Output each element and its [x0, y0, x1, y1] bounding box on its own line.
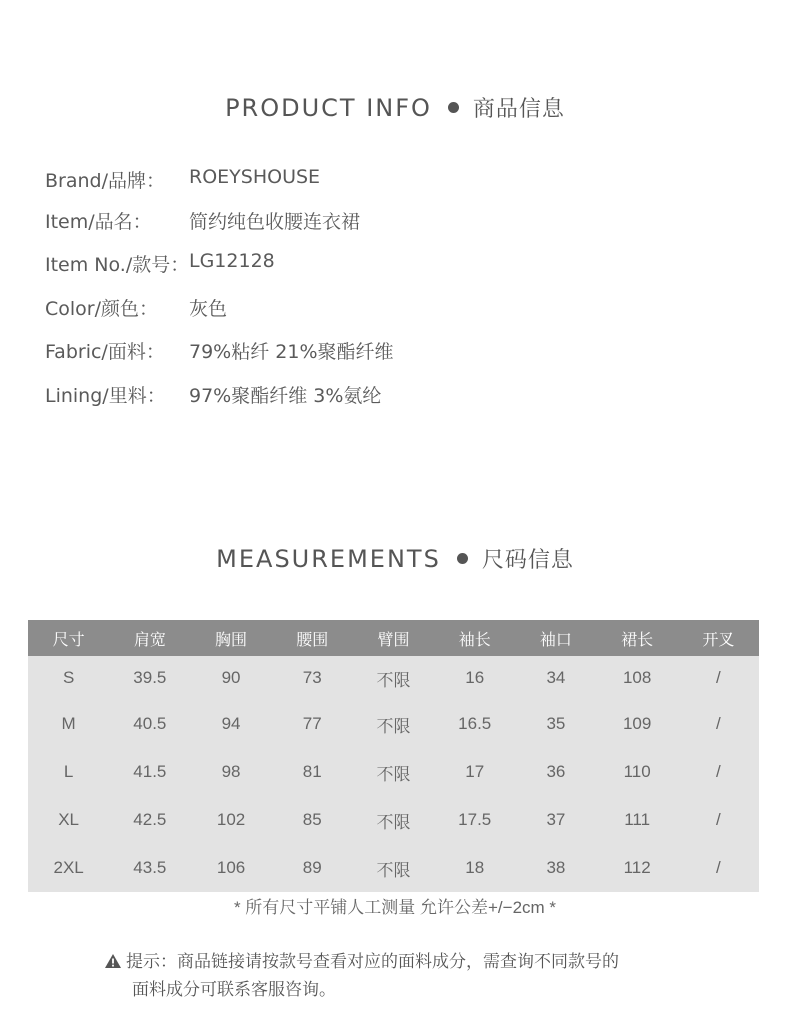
column-header: 腰围 — [296, 631, 329, 649]
column-header: 开叉 — [702, 631, 735, 649]
info-value: 79%粘纤 21%聚酯纤维 — [189, 341, 394, 363]
table-cell: 不限 — [376, 670, 411, 690]
table-cell: 不限 — [376, 716, 411, 736]
product-info-title — [0, 92, 790, 123]
table-cell: 39.5 — [133, 668, 167, 687]
measurements-title-zh: 尺码信息 — [481, 548, 574, 573]
table-cell: L — [63, 762, 74, 781]
table-cell: 不限 — [376, 860, 411, 880]
warning-icon — [104, 948, 126, 976]
info-label: Brand/品牌： — [45, 170, 165, 192]
info-value: 简约纯色收腰连衣裙 — [189, 211, 361, 233]
table-cell: 40.5 — [133, 714, 167, 733]
table-cell: 42.5 — [133, 810, 167, 829]
table-cell: 110 — [623, 762, 651, 781]
table-cell: 106 — [216, 858, 246, 877]
table-cell: 17.5 — [458, 810, 492, 829]
table-cell: 37 — [546, 810, 566, 829]
table-cell: 不限 — [376, 812, 411, 832]
tip-line-1 — [104, 948, 619, 976]
column-header: 胸围 — [215, 631, 248, 649]
table-cell: 102 — [216, 810, 246, 829]
tip-text-2: 面料成分可联系客服咨询。 — [132, 980, 336, 1000]
table-cell: 90 — [221, 668, 241, 687]
table-cell: M — [61, 714, 76, 733]
table-cell: 41.5 — [133, 762, 167, 781]
measurements-title-en: MEASUREMENTS — [216, 545, 441, 573]
table-cell: 2XL — [53, 858, 84, 877]
table-cell: 16 — [465, 668, 485, 687]
tip-text-1: 提示：商品链接请按款号查看对应的面料成分，需查询不同款号的 — [126, 952, 619, 972]
table-cell: 34 — [546, 668, 566, 687]
column-header: 臂围 — [377, 631, 410, 649]
table-cell: 109 — [622, 714, 652, 733]
table-cell: 18 — [465, 858, 485, 877]
info-label: Lining/里料： — [45, 385, 166, 407]
column-header: 袖长 — [458, 631, 491, 649]
info-value: LG12128 — [189, 250, 275, 272]
table-cell: 38 — [546, 858, 566, 877]
table-cell: 81 — [302, 762, 322, 781]
info-label: Item No./款号： — [45, 254, 190, 276]
table-cell: 94 — [221, 714, 241, 733]
column-header: 袖口 — [539, 631, 572, 649]
tip-notice — [104, 948, 619, 1004]
table-cell: / — [716, 714, 721, 733]
table-cell: S — [62, 668, 75, 687]
table-cell: 77 — [302, 714, 322, 733]
column-header: 肩宽 — [133, 631, 166, 649]
size-table — [28, 620, 759, 892]
table-cell: 73 — [302, 668, 322, 687]
table-row — [28, 748, 759, 796]
table-row — [28, 844, 759, 892]
size-table-header — [28, 620, 759, 656]
table-cell: / — [716, 668, 721, 687]
column-header: 尺寸 — [52, 631, 85, 649]
table-cell: 85 — [302, 810, 322, 829]
table-cell: 89 — [302, 858, 322, 877]
table-cell: 不限 — [376, 764, 411, 784]
product-info-title-en: PRODUCT INFO — [225, 94, 432, 122]
bullet-dot-icon — [457, 553, 468, 564]
table-row — [28, 796, 759, 844]
table-cell: / — [716, 858, 721, 877]
bullet-dot-icon — [448, 102, 459, 113]
info-label: Item/品名： — [45, 211, 152, 233]
table-cell: / — [716, 762, 721, 781]
table-cell: 17 — [465, 762, 485, 781]
table-cell: 112 — [623, 858, 651, 877]
table-cell: 111 — [624, 810, 651, 829]
table-row — [28, 656, 759, 700]
table-row — [28, 700, 759, 748]
info-value: 97%聚酯纤维 3%氨纶 — [189, 385, 382, 407]
info-label: Fabric/面料： — [45, 341, 165, 363]
product-info-title-zh: 商品信息 — [472, 97, 565, 122]
column-header: 裙长 — [621, 631, 654, 649]
table-cell: 43.5 — [133, 858, 167, 877]
info-value: 灰色 — [189, 298, 228, 320]
measurement-note: * 所有尺寸平铺人工测量 允许公差+/−2cm * — [233, 898, 557, 917]
table-cell: 35 — [546, 714, 566, 733]
info-value: ROEYSHOUSE — [189, 166, 321, 188]
table-cell: 108 — [622, 668, 652, 687]
info-label: Color/颜色： — [45, 298, 159, 320]
table-cell: XL — [58, 810, 79, 829]
table-cell: 36 — [546, 762, 566, 781]
table-cell: 98 — [221, 762, 241, 781]
table-cell: / — [716, 810, 721, 829]
table-cell: 16.5 — [458, 714, 492, 733]
measurements-title — [0, 543, 790, 574]
